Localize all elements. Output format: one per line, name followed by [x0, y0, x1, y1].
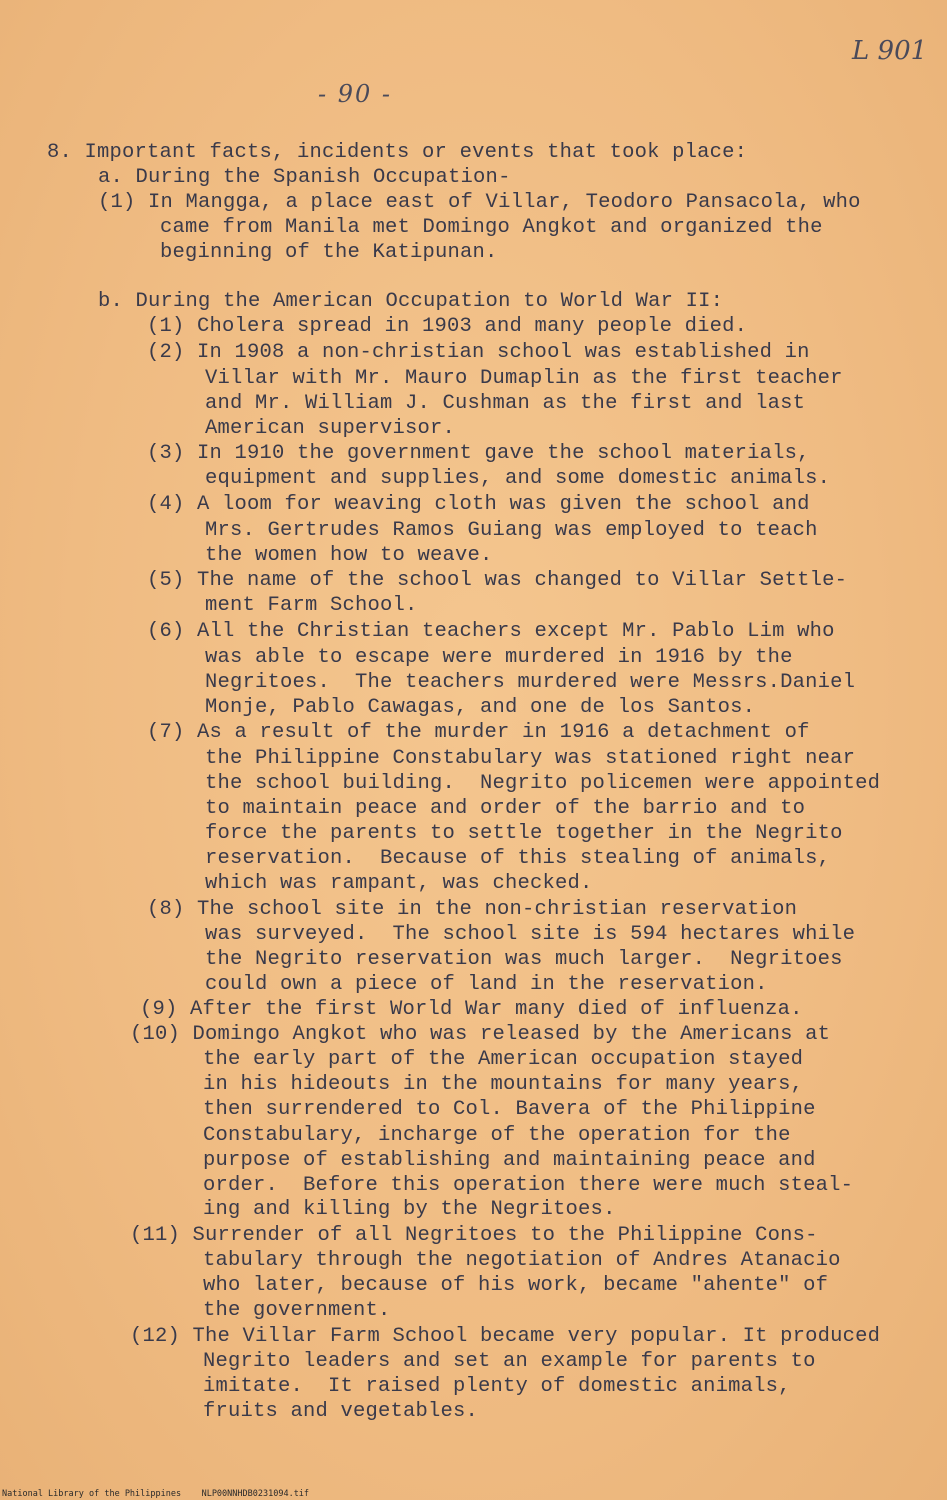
text-line: (3) In 1910 the government gave the school materials,	[147, 442, 810, 465]
text-line: was surveyed. The school site is 594 hectares while	[205, 923, 856, 946]
text-line: the women how to weave.	[205, 544, 493, 567]
text-line: in his hideouts in the mountains for many years,	[203, 1073, 804, 1096]
text-line: (8) The school site in the non-christian reservation	[147, 898, 798, 921]
text-line: ing and killing by the Negritoes.	[203, 1198, 616, 1221]
text-line: imitate. It raised plenty of domestic animals,	[203, 1375, 791, 1398]
text-line: American supervisor.	[205, 417, 456, 440]
text-line: and Mr. William J. Cushman as the first and last	[205, 392, 806, 415]
text-line: (5) The name of the school was changed to Villar Settle-	[147, 569, 848, 592]
text-line: Negrito leaders and set an example for parents to	[203, 1350, 816, 1373]
text-line: then surrendered to Col. Bavera of the Philippine	[203, 1098, 816, 1121]
text-line: reservation. Because of this stealing of animals,	[205, 847, 831, 870]
text-line: (6) All the Christian teachers except Mr. Pablo Lim who	[147, 620, 835, 643]
subsection-b-heading: b. During the American Occupation to World War II:	[98, 290, 724, 313]
text-line: tabulary through the negotiation of Andres Atanacio	[203, 1249, 841, 1272]
text-line: Monje, Pablo Cawagas, and one de los Santos.	[205, 696, 756, 719]
text-line: Mrs. Gertrudes Ramos Guiang was employed to teach	[205, 519, 818, 542]
text-line: (10) Domingo Angkot who was released by the Americans at	[130, 1023, 831, 1046]
text-line: came from Manila met Domingo Angkot and organized the	[160, 216, 823, 239]
text-line: purpose of establishing and maintaining peace and	[203, 1149, 816, 1172]
text-line: (12) The Villar Farm School became very popular. It produced	[130, 1325, 881, 1348]
text-line: (1) In Mangga, a place east of Villar, Teodoro Pansacola, who	[98, 191, 861, 214]
text-line: Villar with Mr. Mauro Dumaplin as the first teacher	[205, 367, 843, 390]
text-line: Constabulary, incharge of the operation for the	[203, 1124, 791, 1147]
text-line: order. Before this operation there were much steal-	[203, 1174, 854, 1197]
text-line: the government.	[203, 1299, 391, 1322]
text-line: equipment and supplies, and some domestic animals.	[205, 467, 831, 490]
text-line: (7) As a result of the murder in 1916 a detachment of	[147, 721, 810, 744]
text-line: (4) A loom for weaving cloth was given the school and	[147, 493, 810, 516]
text-line: the school building. Negrito policemen were appointed	[205, 772, 881, 795]
page-number: - 90 -	[318, 80, 393, 108]
text-line: was able to escape were murdered in 1916 by the	[205, 646, 793, 669]
corner-page-mark: L 901	[852, 36, 928, 66]
text-line: could own a piece of land in the reservation.	[205, 973, 768, 996]
archive-footer: National Library of the Philippines NLP00NNHDB0231094.tif	[2, 1489, 310, 1499]
text-line: ment Farm School.	[205, 594, 418, 617]
text-line: who later, because of his work, became "ahente" of	[203, 1274, 829, 1297]
text-line: to maintain peace and order of the barrio and to	[205, 797, 806, 820]
text-line: which was rampant, was checked.	[205, 872, 593, 895]
text-line: force the parents to settle together in the Negrito	[205, 822, 843, 845]
text-line: (1) Cholera spread in 1903 and many people died.	[147, 315, 748, 338]
text-line: the Philippine Constabulary was stationed right near	[205, 747, 856, 770]
text-line: fruits and vegetables.	[203, 1400, 479, 1423]
text-line: Negritoes. The teachers murdered were Messrs.Daniel	[205, 671, 856, 694]
subsection-a-heading: a. During the Spanish Occupation-	[98, 166, 511, 189]
section-heading: 8. Important facts, incidents or events that took place:	[47, 141, 748, 164]
text-line: (11) Surrender of all Negritoes to the Philippine Cons-	[130, 1224, 818, 1247]
text-line: (2) In 1908 a non-christian school was established in	[147, 341, 810, 364]
text-line: (9) After the first World War many died of influenza.	[140, 998, 803, 1021]
text-line: the Negrito reservation was much larger. Negritoes	[205, 948, 843, 971]
text-line: beginning of the Katipunan.	[160, 241, 498, 264]
text-line: the early part of the American occupation stayed	[203, 1048, 804, 1071]
